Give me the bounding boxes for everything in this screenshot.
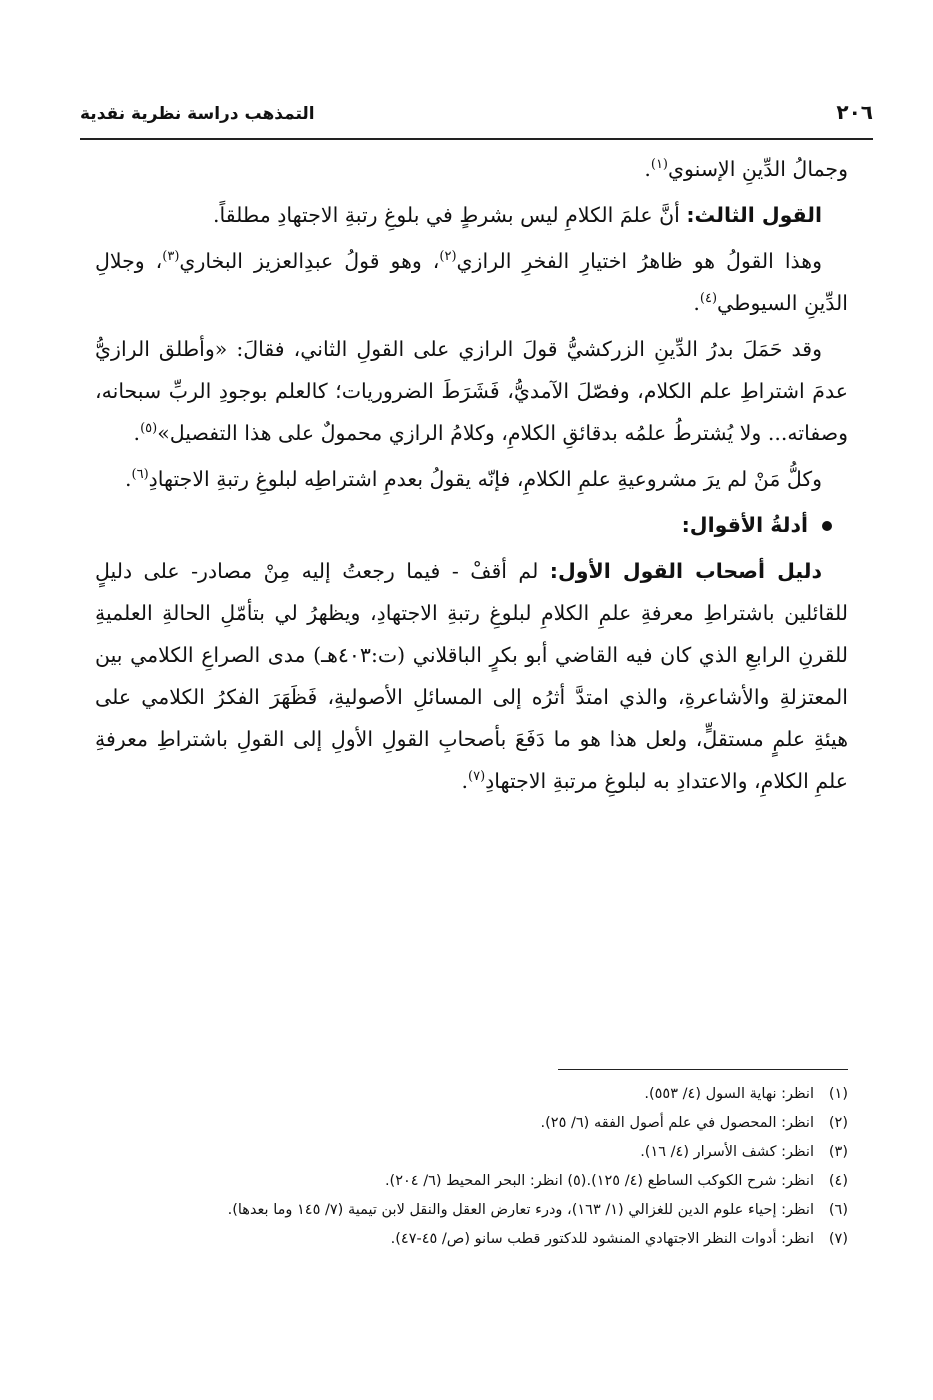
paragraph-4 bbox=[95, 328, 848, 454]
paragraph-third-opinion bbox=[95, 194, 848, 236]
footnote-text: انظر: كشف الأسرار (٤/ ١٦). bbox=[640, 1144, 814, 1160]
paragraph-text: وهذا القولُ هو ظاهرُ اختيارِ الفخرِ الرازي bbox=[456, 249, 822, 273]
footnote-number: (٣) bbox=[828, 1144, 848, 1160]
page-header bbox=[80, 92, 873, 140]
footnote-ref-2: (٢) bbox=[439, 249, 457, 265]
paragraph-text: لم أقفْ - فيما رجعتُ إليه مِنْ مصادر- على دليلٍ للقائلين باشتراطِ معرفةِ علمِ الكلامِ لبلوغِ رتبةِ الاجتهادِ، ويظهرُ لي بتأمّلِ الحالةِ العلميةِ للقرنِ الرابعِ الذي كان فيه القاضي أبو بكرٍ الباقلاني (ت:٤٠٣هـ) مدى الصراعِ الكلامي بين المعتزلةِ والأشاعرةِ، والذي امتدَّ أثرُه إلى المسائلِ الأصوليةِ، فَظَهَرَ الفكرُ الكلامي على هيئةِ علمٍ مستقلٍّ، ولعل هذا هو ما دَفَعَ بأصحابِ القولِ الأولِ إلى القولِ باشتراطِ معرفةِ علمِ الكلامِ، والاعتدادِ به لبلوغِ مرتبةِ الاجتهادِ bbox=[95, 559, 848, 793]
footnote-number: (٦) bbox=[828, 1202, 848, 1218]
paragraph-text: أنَّ علمَ الكلامِ ليس بشرطٍ في بلوغِ رتبةِ الاجتهادِ مطلقاً. bbox=[212, 203, 687, 227]
footnote-text: انظر: إحياء علوم الدين للغزالي (١/ ١٦٣)، ودرء تعارض العقل والنقل لابن تيمية (٧/ ١٤٥ وما بعدها). bbox=[227, 1202, 814, 1218]
footnote-ref-5: (٥) bbox=[140, 421, 158, 437]
paragraph-text: ، وهو قولُ عبدِالعزيز البخاري bbox=[179, 249, 440, 273]
footnote-ref-1: (١) bbox=[650, 157, 668, 173]
paragraph-text: ، وجلالِ الدِّينِ السيوطي bbox=[95, 249, 848, 315]
footnote-divider bbox=[558, 1069, 848, 1070]
footnote-item bbox=[95, 1080, 848, 1109]
paragraph-first-opinion-evidence bbox=[95, 550, 848, 802]
paragraph-end: . bbox=[693, 291, 700, 315]
footnote-text: انظر: المحصول في علم أصول الفقه (٦/ ٢٥). bbox=[540, 1115, 814, 1131]
bullet-icon bbox=[822, 521, 832, 531]
footnote-item bbox=[95, 1109, 848, 1138]
paragraph-5 bbox=[95, 458, 848, 500]
third-opinion-label: القول الثالث: bbox=[686, 203, 822, 227]
paragraph-end: . bbox=[644, 157, 651, 181]
page-number: ٢٠٦ bbox=[836, 100, 873, 124]
paragraph-1 bbox=[95, 148, 848, 190]
footnote-number: (١) bbox=[828, 1086, 848, 1102]
footnote-item bbox=[95, 1167, 848, 1196]
footnote-item bbox=[95, 1138, 848, 1167]
paragraph-end: . bbox=[461, 769, 469, 793]
footnote-ref-6: (٦) bbox=[131, 467, 149, 483]
section-heading-text: أدلةُ الأقوال: bbox=[681, 513, 808, 537]
paragraph-text: وكلُّ مَنْ لم يرَ مشروعيةِ علمِ الكلامِ، فإنّه يقولُ بعدمِ اشتراطِه لبلوغِ رتبةِ الاجتهادِ bbox=[148, 467, 822, 491]
paragraph-end: . bbox=[124, 467, 132, 491]
footnote-text: انظر: نهاية السول (٤/ ٥٥٣). bbox=[644, 1086, 814, 1102]
footnote-ref-3: (٣) bbox=[162, 249, 180, 265]
paragraph-3 bbox=[95, 240, 848, 324]
footnote-number: (٤) bbox=[828, 1173, 848, 1189]
footnote-ref-4: (٤) bbox=[699, 291, 718, 307]
first-opinion-evidence-label: دليل أصحاب القول الأول: bbox=[549, 559, 822, 583]
footnote-text: انظر: شرح الكوكب الساطع (٤/ ١٢٥).(٥) انظر: البحر المحيط (٦/ ٢٠٤). bbox=[384, 1173, 814, 1189]
footnote-number: (٢) bbox=[828, 1115, 848, 1131]
footnote-number: (٧) bbox=[828, 1231, 848, 1247]
footnote-text: انظر: أدوات النظر الاجتهادي المنشود للدكتور قطب سانو (ص/ ٤٥-٤٧). bbox=[390, 1231, 814, 1247]
footnote-item bbox=[95, 1196, 848, 1225]
paragraph-text: وجمالُ الدِّينِ الإسنوي bbox=[668, 157, 848, 181]
main-text bbox=[95, 148, 848, 806]
paragraph-end: . bbox=[133, 421, 141, 445]
footnotes bbox=[95, 1080, 848, 1254]
section-heading bbox=[95, 504, 848, 546]
footnote-ref-7: (٧) bbox=[468, 769, 486, 785]
running-title: التمذهب دراسة نظرية نقدية bbox=[80, 104, 315, 124]
footnote-item bbox=[95, 1225, 848, 1254]
paragraph-text: وقد حَمَلَ بدرُ الدِّينِ الزركشيُّ قولَ الرازي على القولِ الثاني، فقالَ: «وأطلق الرازيُّ عدمَ اشتراطِ علم الكلام، وفصّلَ الآمديُّ، فَشَرَطَ الضروريات؛ كالعلم بوجودِ الربِّ سبحانه، وصفاته... ولا يُشترطُ علمُه بدقائقِ الكلامِ، وكلامُ الرازي محمولٌ على هذا التفصيل» bbox=[95, 337, 848, 445]
